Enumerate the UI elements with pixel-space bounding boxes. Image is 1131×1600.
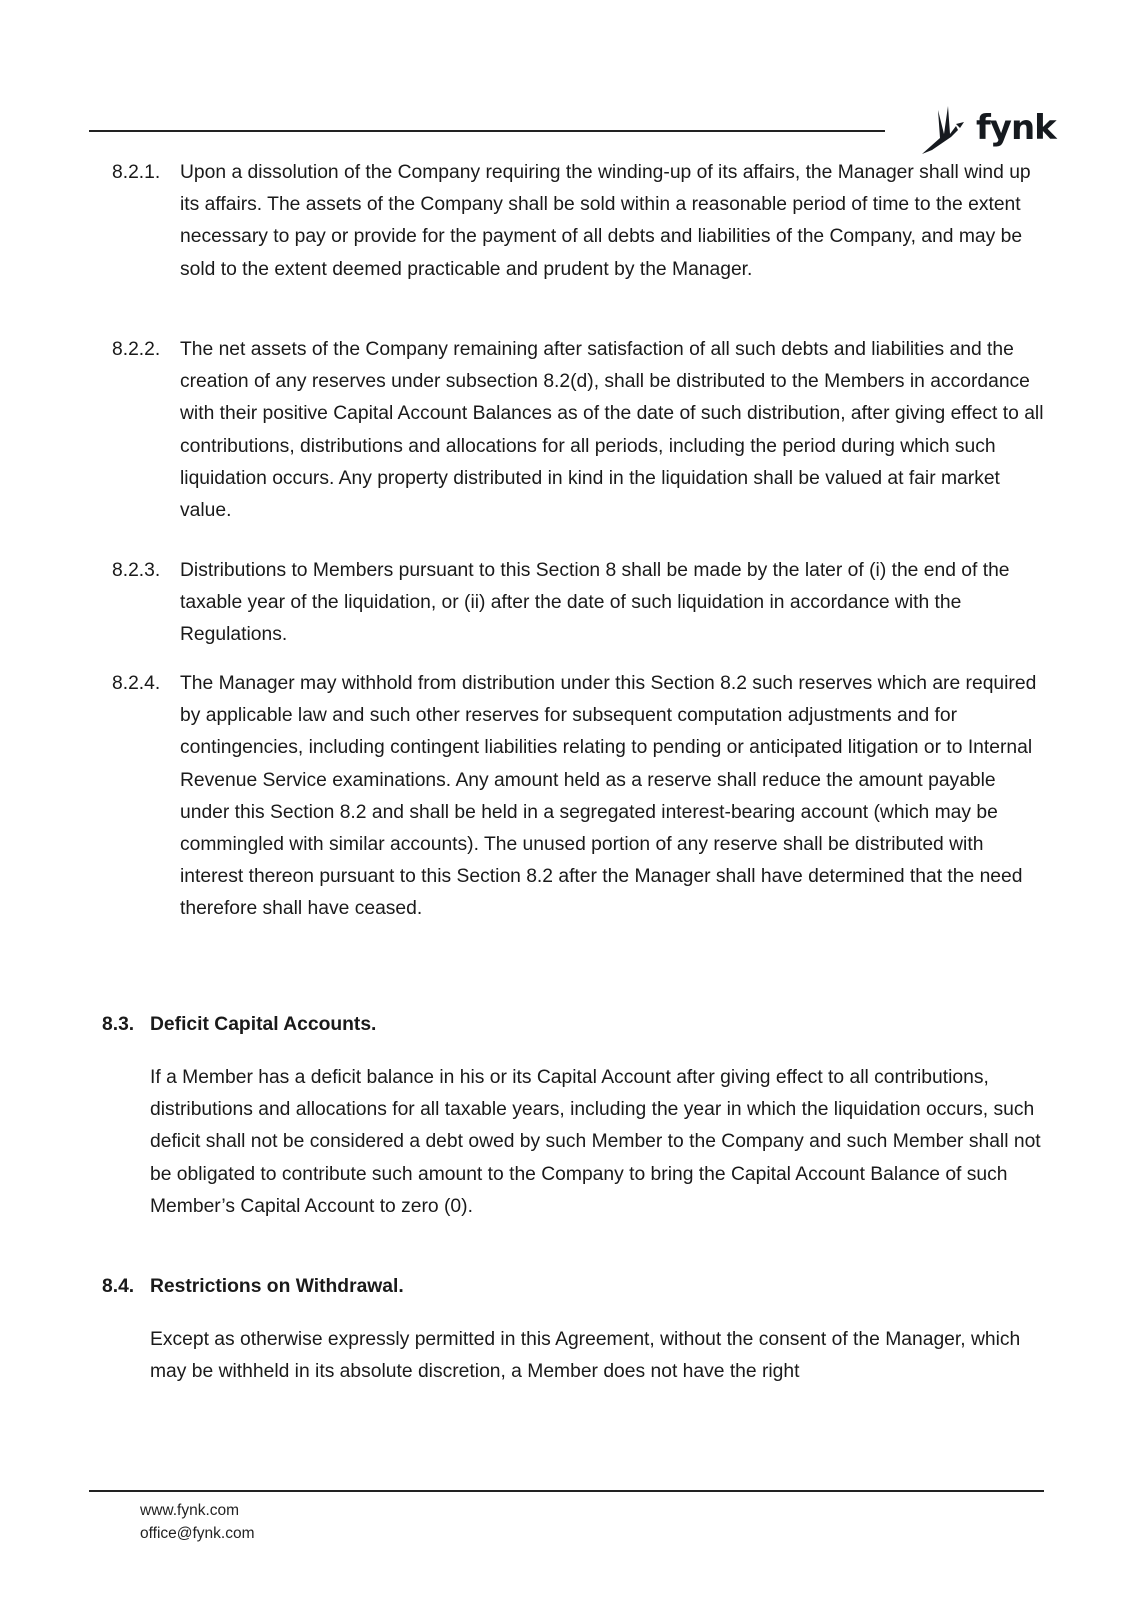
clause-number: 8.2.4. — [112, 673, 161, 694]
logo-wordmark: fynk — [976, 108, 1056, 148]
section-body-8-4: Except as otherwise expressly permitted in this Agreement, without the consent of the Manager, which may be withheld in its absolute discretion, a Member does not have the right — [150, 1329, 1021, 1383]
clause-text: The Manager may withhold from distribution under this Section 8.2 such reserves which are required by applicable law and such other reserves for subsequent computation adjustments and for contingencies, including contingent liabilities relating to pending or anticipated litigation or to Internal Revenue Service examinations. Any amount held as a reserve shall reduce the amount payable under this Section 8.2 and shall be held in a segregated interest-bearing account (which may be commingled with similar accounts). The unused portion of any reserve shall be distributed with interest thereon pursuant to this Section 8.2 after the Manager shall have determined that the need therefore shall have ceased. — [180, 673, 1037, 920]
section-title: Restrictions on Withdrawal. — [150, 1276, 404, 1297]
footer-divider — [89, 1490, 1044, 1492]
fynk-logo — [918, 104, 1056, 158]
fynk-bird-logo-icon — [918, 104, 970, 158]
section-heading-8-4 — [102, 1271, 404, 1303]
clause-text: The net assets of the Company remaining after satisfaction of all such debts and liabilities and the creation of any reserves under subsection 8.2(d), shall be distributed to the Members in accordance with their positive Capital Account Balances as of the date of such distribution, after giving effect to all contributions, distributions and allocations for all periods, including the period during which such liquidation occurs. Any property distributed in kind in the liquidation shall be valued at fair market value. — [180, 339, 1044, 522]
clause-8-2-4 — [112, 668, 1047, 926]
clause-number: 8.2.2. — [112, 339, 161, 360]
clause-number: 8.2.1. — [112, 162, 161, 183]
clause-8-2-3 — [112, 555, 1047, 652]
clause-text: Upon a dissolution of the Company requiring the winding-up of its affairs, the Manager shall wind up its affairs. The assets of the Company shall be sold within a reasonable period of time to the extent necessary to pay or provide for the payment of all debts and liabilities of the Company, and may be sold to the extent deemed practicable and prudent by the Manager. — [180, 162, 1031, 280]
section-number: 8.3. — [102, 1014, 135, 1035]
footer-email[interactable]: office@fynk.com — [140, 1525, 255, 1542]
clause-8-2-2 — [112, 334, 1047, 527]
header-divider — [89, 130, 885, 132]
clause-number: 8.2.3. — [112, 560, 161, 581]
clause-8-2-1 — [112, 157, 1047, 286]
footer-website[interactable]: www.fynk.com — [140, 1502, 240, 1519]
section-title: Deficit Capital Accounts. — [150, 1014, 377, 1035]
section-body-8-3: If a Member has a deficit balance in his or its Capital Account after giving effect to all contributions, distributions and allocations for all taxable years, including the year in which the liquidation occurs, such deficit shall not be considered a debt owed by such Member to the Company and such Member shall not be obligated to contribute such amount to the Company to bring the Capital Account Balance of such Member’s Capital Account to zero (0). — [150, 1067, 1041, 1217]
section-number: 8.4. — [102, 1276, 135, 1297]
clause-text: Distributions to Members pursuant to this Section 8 shall be made by the later of (i) the end of the taxable year of the liquidation, or (ii) after the date of such liquidation in accordance with the Regulations. — [180, 560, 1010, 646]
section-heading-8-3 — [102, 1009, 376, 1041]
